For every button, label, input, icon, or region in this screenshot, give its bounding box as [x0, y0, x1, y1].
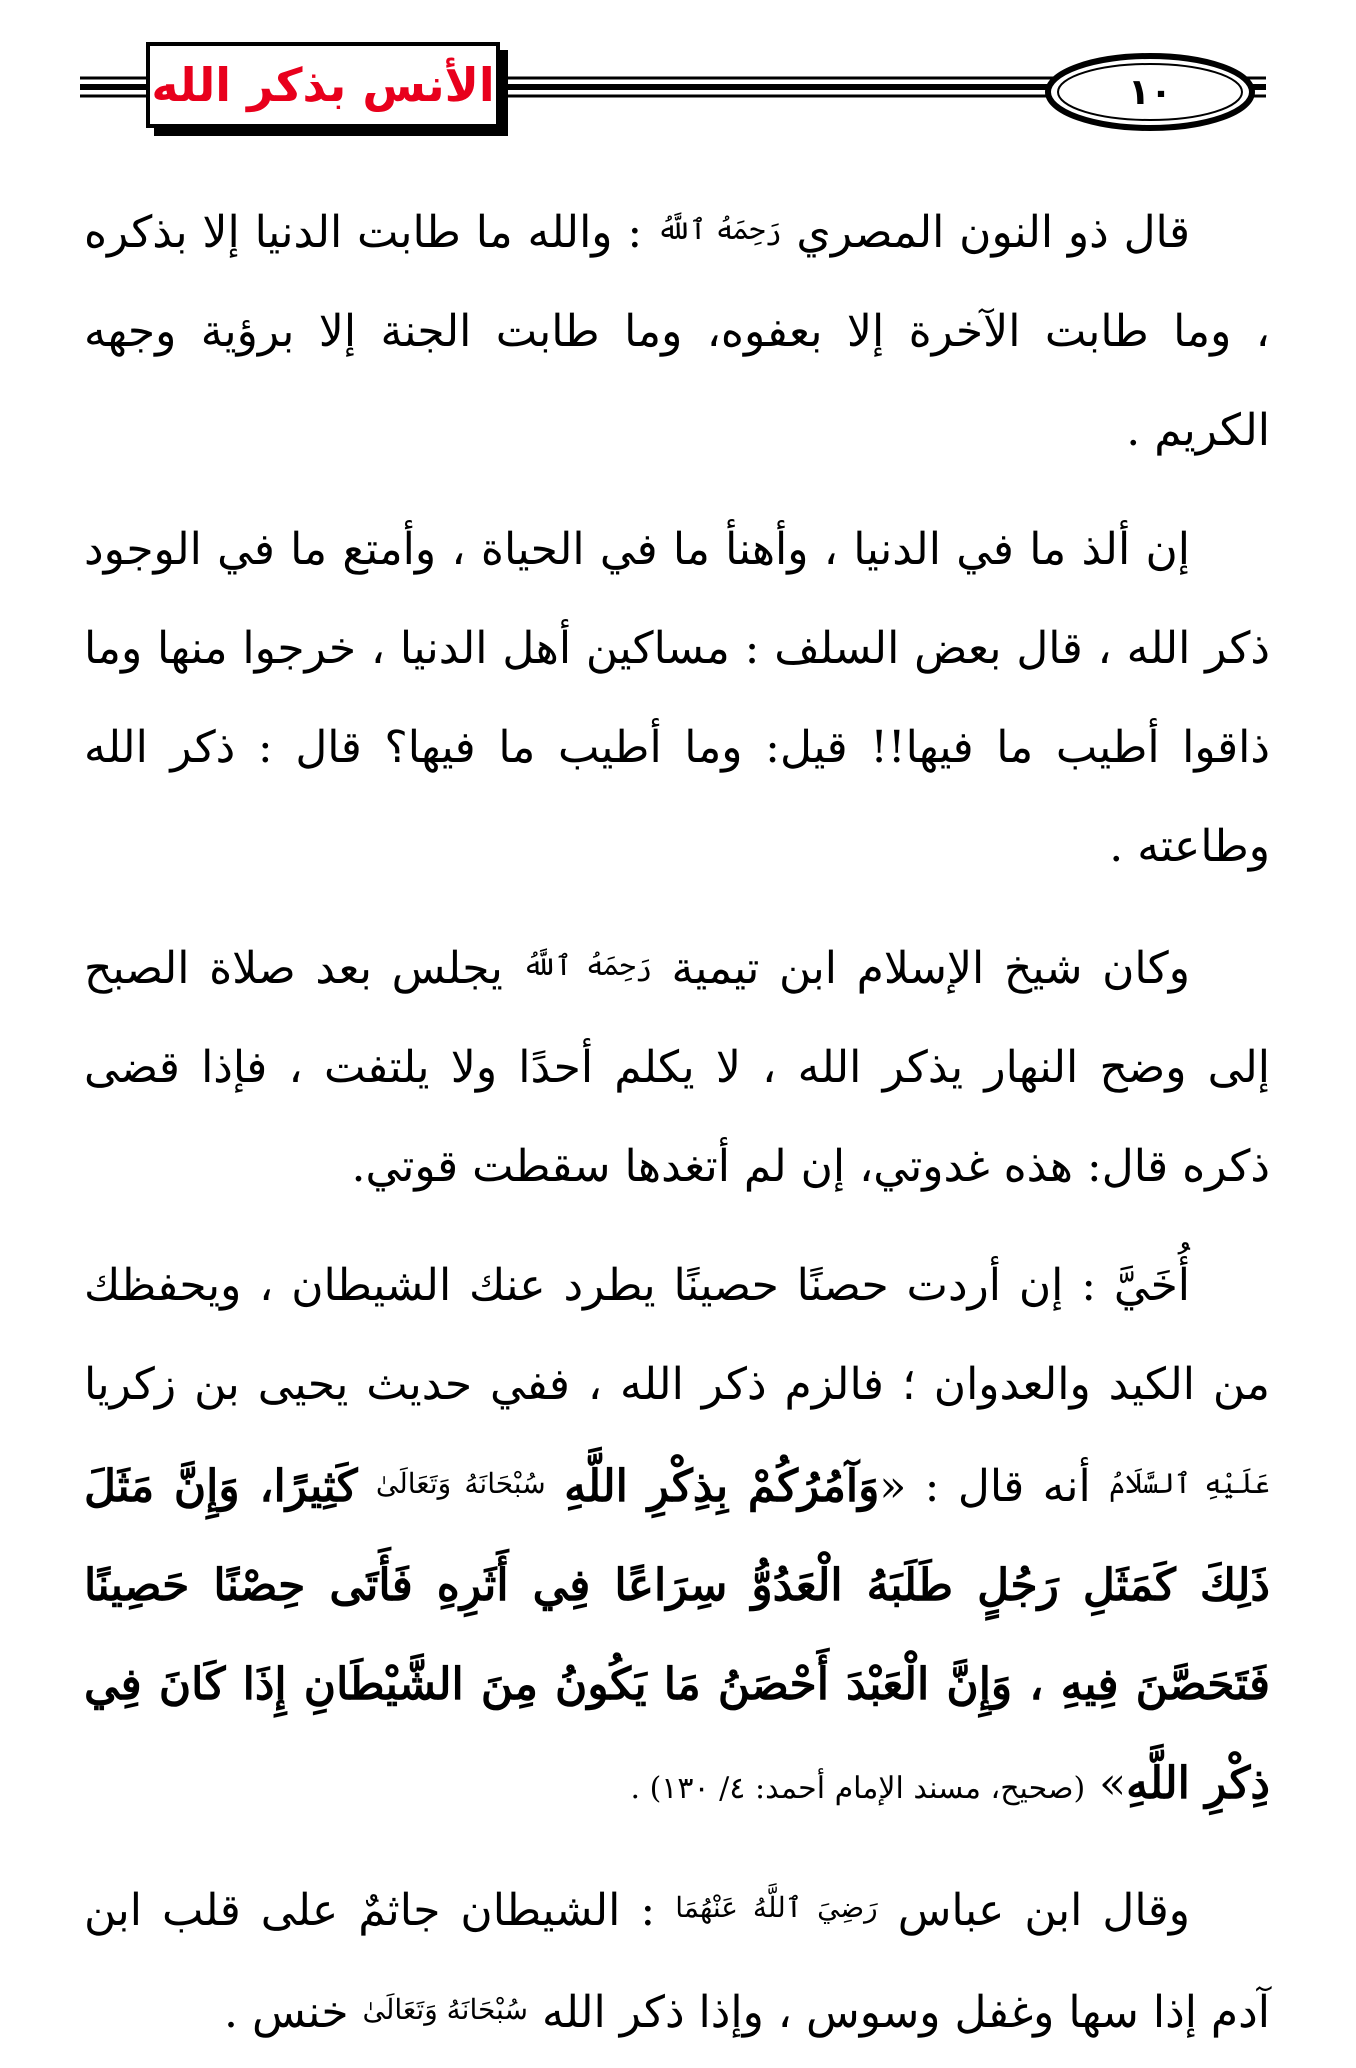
- header-title: الأنس بذكر الله: [151, 58, 495, 112]
- paragraph-indent: [1190, 524, 1270, 575]
- honorific-phrase: عَلَيْهِ ٱلسَّلَامُ: [1109, 1467, 1270, 1500]
- page-number: ١٠: [1128, 71, 1172, 113]
- paragraph-3: [84, 916, 1270, 1216]
- paragraph-text: يجلس بعد صلاة الصبح إلى وضح النهار يذكر الله ، لا يكلم أحدًا ولا يلتفت ، فإذا قضى ذكره قال: هذه غدوتي، إن لم أتغدها سقطت قوتي.: [84, 943, 1270, 1192]
- paragraph-text: : والله ما طابت الدنيا إلا بذكره ، وما طابت الآخرة إلا بعفوه، وما طابت الجنة إلا برؤية وجهه الكريم .: [84, 207, 1270, 456]
- hadith-text: كَثِيرًا، وَإِنَّ مَثَلَ ذَلِكَ كَمَثَلِ رَجُلٍ طَلَبَهُ الْعَدُوُّ سِرَاعًا فِي أَثَرِهِ فَأَتَى حِصْنًا حَصِينًا فَتَحَصَّنَ فِيهِ ، وَإِنَّ الْعَبْدَ أَحْصَنُ مَا يَكُونُ مِنَ الشَّيْطَانِ إِذَا كَانَ فِي ذِكْرِ اللَّهِ: [84, 1461, 1270, 1809]
- paragraph-2: [84, 500, 1270, 896]
- paragraph-text: أُخَيَّ : إن أردت حصنًا حصينًا يطرد عنك الشيطان ، ويحفظك من الكيد والعدوان ؛ فالزم ذكر الله ، ففي حديث يحيى بن زكريا: [84, 1260, 1270, 1410]
- paragraph-text: [546, 1461, 564, 1512]
- page-header: [80, 38, 1266, 158]
- honorific-phrase: سُبْحَانَهُ وَتَعَالَىٰ: [375, 1467, 546, 1500]
- header-title-box: [146, 42, 500, 128]
- paragraph-text: وكان شيخ الإسلام ابن تيمية: [651, 943, 1190, 994]
- paragraph-indent: [1190, 207, 1270, 258]
- paragraph-text: أنه قال : «: [879, 1461, 1110, 1512]
- paragraph-indent: [1190, 1260, 1270, 1311]
- paragraph-indent: [1190, 943, 1270, 994]
- paragraph-indent: [1190, 1885, 1270, 1936]
- honorific-phrase: سُبْحَانَهُ وَتَعَالَىٰ: [362, 1993, 528, 2026]
- paragraph-text: [358, 1461, 376, 1512]
- paragraph-text: وقال ابن عباس: [877, 1885, 1191, 1936]
- paragraph-text: قال ذو النون المصري: [781, 207, 1190, 258]
- paragraph-text: خنس .: [223, 1987, 363, 2038]
- paragraph-5: [84, 1858, 1270, 2062]
- page-body: [84, 180, 1270, 2062]
- paragraph-text: : الشيطان جاثمٌ على قلب ابن آدم إذا سها وغفل وسوس ، وإذا ذكر الله: [84, 1885, 1270, 2038]
- honorific-phrase: رَحِمَهُ ٱللَّهُ: [522, 949, 652, 982]
- paragraph-1: [84, 180, 1270, 480]
- paragraph-4: [84, 1236, 1270, 1838]
- paragraph-text: »: [1085, 1758, 1127, 1809]
- honorific-phrase: رَحِمَهُ ٱللَّهُ: [657, 213, 782, 246]
- honorific-phrase: رَضِيَ ٱللَّهُ عَنْهُمَا: [675, 1891, 878, 1924]
- paragraph-text: إن ألذ ما في الدنيا ، وأهنأ ما في الحياة ، وأمتع ما في الوجود ذكر الله ، قال بعض السلف : مساكين أهل الدنيا ، خرجوا منها وما ذاقوا أطيب ما فيها!! قيل: وما أطيب ما فيها؟ قال : ذكر الله وطاعته .: [84, 524, 1270, 872]
- source-citation: (صحيح، مسند الإمام أحمد: ٤/ ١٣٠) .: [630, 1771, 1086, 1806]
- hadith-text: وَآمُرُكُمْ بِذِكْرِ اللَّهِ: [564, 1461, 880, 1512]
